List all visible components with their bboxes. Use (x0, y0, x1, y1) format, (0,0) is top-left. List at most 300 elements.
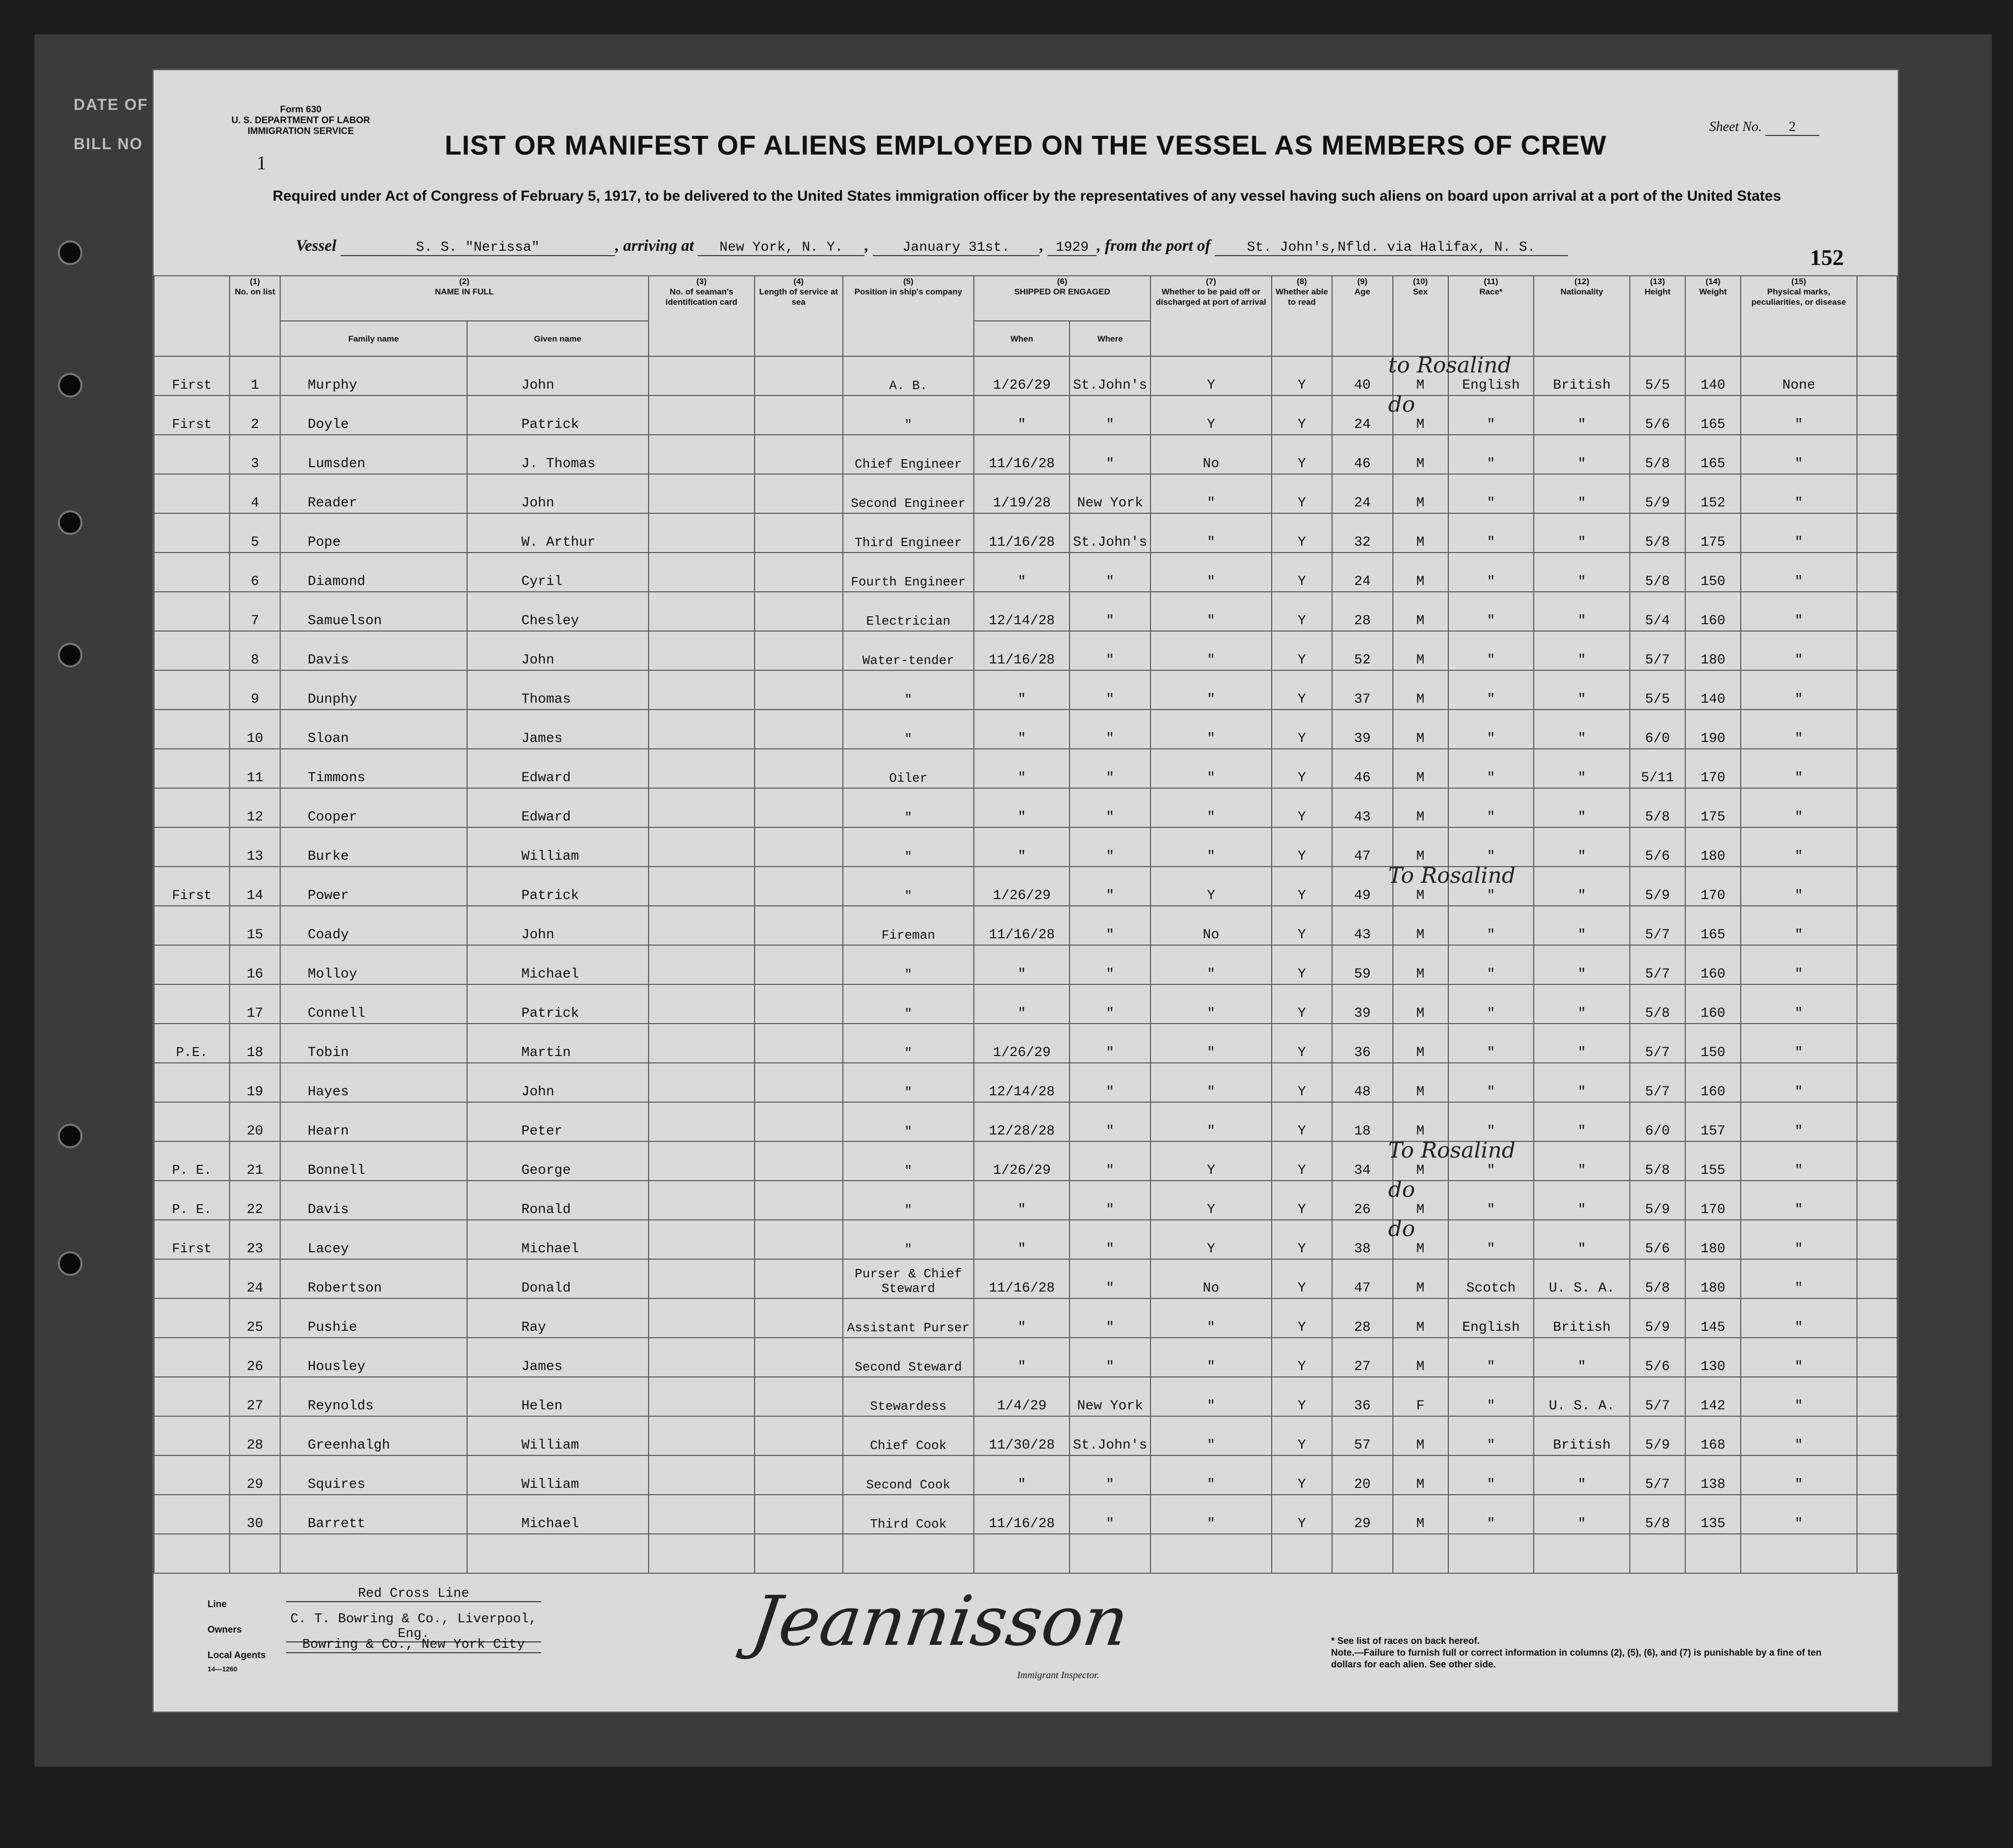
paid-off: " (1150, 1455, 1272, 1495)
shipped-where: " (1070, 396, 1150, 435)
family-name: Molloy (280, 945, 467, 984)
nationality: " (1534, 1024, 1629, 1063)
height: 5/9 (1630, 1298, 1685, 1338)
service: IMMIGRATION SERVICE (247, 126, 354, 136)
table-row (154, 592, 1897, 631)
table-row (154, 1495, 1897, 1534)
weight: 135 (1685, 1495, 1741, 1534)
shipped-when: 1/26/29 (974, 356, 1070, 396)
spare-cell (1857, 1220, 1897, 1259)
sex: M (1393, 749, 1448, 788)
id-card-cell (649, 356, 755, 396)
blank-cell (1272, 1534, 1332, 1573)
given-name: Michael (467, 1495, 649, 1534)
given-name: W. Arthur (467, 513, 649, 553)
shipped-where: " (1070, 1298, 1150, 1338)
row-number: 10 (230, 710, 280, 749)
paid-off: Y (1150, 356, 1272, 396)
race: " (1448, 1181, 1534, 1220)
row-number: 30 (230, 1495, 280, 1534)
sex: M (1393, 513, 1448, 553)
length-service-cell (755, 788, 843, 827)
length-service-cell (755, 631, 843, 670)
spare-cell (1857, 945, 1897, 984)
class-cell: P. E. (154, 1141, 230, 1181)
able-to-read: Y (1272, 513, 1332, 553)
given-name: George (467, 1141, 649, 1181)
physical-marks: " (1741, 1259, 1857, 1298)
age: 26 (1332, 1181, 1392, 1220)
shipped-when: 12/14/28 (974, 592, 1070, 631)
shipped-where: " (1070, 710, 1150, 749)
arrival-date: January 31st. (873, 240, 1040, 256)
shipped-where: " (1070, 592, 1150, 631)
spare-cell (1857, 1377, 1897, 1416)
row-number: 27 (230, 1377, 280, 1416)
nationality: " (1534, 592, 1629, 631)
form-code: 14—1260 (208, 1665, 237, 1673)
paid-off: Y (1150, 867, 1272, 906)
id-card-cell (649, 1377, 755, 1416)
row-number: 28 (230, 1416, 280, 1455)
shipped-when: " (974, 1338, 1070, 1377)
given-name: William (467, 827, 649, 867)
paid-off: Y (1150, 1181, 1272, 1220)
shipped-when: 1/19/28 (974, 474, 1070, 513)
weight: 180 (1685, 1220, 1741, 1259)
row-number: 7 (230, 592, 280, 631)
table-row (154, 1298, 1897, 1338)
row-number: 3 (230, 435, 280, 474)
id-card-cell (649, 749, 755, 788)
spare-cell (1857, 1338, 1897, 1377)
race: " (1448, 906, 1534, 945)
class-cell (154, 1495, 230, 1534)
shipped-where: " (1070, 670, 1150, 710)
spare-cell (1857, 788, 1897, 827)
given-name: Peter (467, 1102, 649, 1141)
class-column-header (154, 276, 230, 356)
length-service-cell (755, 867, 843, 906)
sex-header: (10) Sex (1393, 276, 1448, 356)
length-service-cell (755, 1220, 843, 1259)
age: 20 (1332, 1455, 1392, 1495)
weight: 140 (1685, 670, 1741, 710)
id-card-cell (649, 513, 755, 553)
paid-off: Y (1150, 1141, 1272, 1181)
weight: 180 (1685, 827, 1741, 867)
shipped-header: (6) SHIPPED OR ENGAGED (974, 276, 1150, 321)
height: 5/5 (1630, 670, 1685, 710)
class-cell: First (154, 1220, 230, 1259)
id-card-cell (649, 788, 755, 827)
paid-off: " (1150, 513, 1272, 553)
given-name: Ronald (467, 1181, 649, 1220)
able-to-read: Y (1272, 1181, 1332, 1220)
sex: M (1393, 984, 1448, 1024)
race: " (1448, 1495, 1534, 1534)
table-row (154, 356, 1897, 396)
table-row (154, 670, 1897, 710)
class-cell (154, 435, 230, 474)
id-card-header: (3) No. of seaman's identification card (649, 276, 755, 356)
shipped-when: 1/26/29 (974, 1141, 1070, 1181)
age: 52 (1332, 631, 1392, 670)
nationality: " (1534, 1141, 1629, 1181)
nationality: U. S. A. (1534, 1377, 1629, 1416)
paid-off: " (1150, 945, 1272, 984)
length-service-cell (755, 827, 843, 867)
id-card-cell (649, 945, 755, 984)
nationality: British (1534, 356, 1629, 396)
able-to-read: Y (1272, 827, 1332, 867)
length-service-cell (755, 984, 843, 1024)
shipped-where: " (1070, 984, 1150, 1024)
family-name: Greenhalgh (280, 1416, 467, 1455)
shipped-where: " (1070, 1259, 1150, 1298)
family-name: Pushie (280, 1298, 467, 1338)
class-cell: P.E. (154, 1024, 230, 1063)
shipped-when: " (974, 1298, 1070, 1338)
race: " (1448, 553, 1534, 592)
position: Second Steward (843, 1338, 974, 1377)
table-row (154, 553, 1897, 592)
weight: 150 (1685, 1024, 1741, 1063)
shipped-when: 1/26/29 (974, 867, 1070, 906)
sex: M (1393, 1298, 1448, 1338)
weight: 165 (1685, 435, 1741, 474)
given-name: William (467, 1455, 649, 1495)
given-name: John (467, 631, 649, 670)
spare-cell (1857, 435, 1897, 474)
id-card-cell (649, 1259, 755, 1298)
blank-cell (1857, 1534, 1897, 1573)
row-number: 25 (230, 1298, 280, 1338)
owners-value: C. T. Bowring & Co., Liverpool, Eng. (286, 1612, 541, 1642)
length-service-cell (755, 1259, 843, 1298)
height: 5/6 (1630, 827, 1685, 867)
length-service-cell (755, 1416, 843, 1455)
length-service-cell (755, 749, 843, 788)
race: " (1448, 945, 1534, 984)
row-number: 29 (230, 1455, 280, 1495)
table-row (154, 827, 1897, 867)
given-name: William (467, 1416, 649, 1455)
able-to-read: Y (1272, 1377, 1332, 1416)
line-label: Line (208, 1599, 227, 1610)
able-to-read: Y (1272, 749, 1332, 788)
height: 5/9 (1630, 867, 1685, 906)
position: Oiler (843, 749, 974, 788)
age: 28 (1332, 592, 1392, 631)
able-to-read: Y (1272, 906, 1332, 945)
shipped-when: " (974, 1220, 1070, 1259)
nationality: " (1534, 749, 1629, 788)
crew-rows (154, 353, 1897, 1573)
age: 46 (1332, 749, 1392, 788)
spare-cell (1857, 1455, 1897, 1495)
sex: M do (1393, 396, 1448, 435)
age: 27 (1332, 1338, 1392, 1377)
id-card-cell (649, 827, 755, 867)
able-to-read: Y (1272, 710, 1332, 749)
physical-marks: " (1741, 1102, 1857, 1141)
able-to-read: Y (1272, 1024, 1332, 1063)
id-card-cell (649, 1455, 755, 1495)
family-name: Connell (280, 984, 467, 1024)
position: " (843, 396, 974, 435)
physical-marks: " (1741, 396, 1857, 435)
sheet-label: Sheet No. (1709, 119, 1762, 134)
table-row (154, 474, 1897, 513)
family-name-header: Family name (280, 321, 467, 356)
family-name: Bonnell (280, 1141, 467, 1181)
agents-label: Local Agents (208, 1650, 266, 1661)
length-service-cell (755, 1141, 843, 1181)
length-service-cell (755, 396, 843, 435)
shipped-when: 11/16/28 (974, 435, 1070, 474)
height: 5/8 (1630, 1495, 1685, 1534)
race: English (1448, 356, 1534, 396)
spare-cell (1857, 592, 1897, 631)
shipped-where: St.John's (1070, 1416, 1150, 1455)
length-service-header: (4) Length of service at sea (755, 276, 843, 356)
given-name-header: Given name (467, 321, 649, 356)
length-service-cell (755, 474, 843, 513)
position: " (843, 788, 974, 827)
family-name: Hearn (280, 1102, 467, 1141)
race: Scotch (1448, 1259, 1534, 1298)
shipped-where: " (1070, 1102, 1150, 1141)
id-card-cell (649, 867, 755, 906)
paid-off: " (1150, 827, 1272, 867)
sex: M do (1393, 1220, 1448, 1259)
sheet-value: 2 (1765, 119, 1819, 136)
able-to-read: Y (1272, 945, 1332, 984)
weight: 160 (1685, 945, 1741, 984)
height: 5/4 (1630, 592, 1685, 631)
shipped-where: " (1070, 435, 1150, 474)
height: 6/0 (1630, 710, 1685, 749)
class-cell (154, 1298, 230, 1338)
able-to-read: Y (1272, 1416, 1332, 1455)
position: Fireman (843, 906, 974, 945)
row-number: 2 (230, 396, 280, 435)
sex: M (1393, 906, 1448, 945)
height: 5/7 (1630, 631, 1685, 670)
handwritten-note: To Rosalind (1388, 863, 1516, 888)
form-mark: 1 (257, 152, 266, 174)
shipped-when: 1/4/29 (974, 1377, 1070, 1416)
shipped-where: " (1070, 631, 1150, 670)
physical-marks: " (1741, 631, 1857, 670)
position: Third Cook (843, 1495, 974, 1534)
length-service-cell (755, 1063, 843, 1102)
spare-cell (1857, 553, 1897, 592)
physical-marks: " (1741, 1220, 1857, 1259)
family-name: Cooper (280, 788, 467, 827)
shipped-when: " (974, 396, 1070, 435)
given-name: Helen (467, 1377, 649, 1416)
where-header: Where (1070, 321, 1150, 356)
able-to-read: Y (1272, 356, 1332, 396)
length-service-cell (755, 1455, 843, 1495)
blank-cell (1685, 1534, 1741, 1573)
id-card-cell (649, 670, 755, 710)
class-cell (154, 474, 230, 513)
race: " (1448, 1220, 1534, 1259)
physical-marks: " (1741, 513, 1857, 553)
family-name: Tobin (280, 1024, 467, 1063)
race: " (1448, 1455, 1534, 1495)
position: " (843, 1102, 974, 1141)
weight: 168 (1685, 1416, 1741, 1455)
given-name: Patrick (467, 984, 649, 1024)
shipped-when: " (974, 553, 1070, 592)
weight: 170 (1685, 749, 1741, 788)
weight: 160 (1685, 984, 1741, 1024)
physical-marks: " (1741, 749, 1857, 788)
given-name: John (467, 474, 649, 513)
physical-marks: " (1741, 1416, 1857, 1455)
physical-marks: " (1741, 867, 1857, 906)
id-card-cell (649, 984, 755, 1024)
position: Third Engineer (843, 513, 974, 553)
position: Second Engineer (843, 474, 974, 513)
weight: 160 (1685, 1063, 1741, 1102)
position: " (843, 1141, 974, 1181)
physical-marks: " (1741, 1063, 1857, 1102)
given-name: Donald (467, 1259, 649, 1298)
shipped-when: " (974, 710, 1070, 749)
owners-label: Owners (208, 1625, 242, 1635)
length-service-cell (755, 710, 843, 749)
given-name: J. Thomas (467, 435, 649, 474)
manifest-page (152, 69, 1899, 1713)
class-cell (154, 1259, 230, 1298)
race: " (1448, 984, 1534, 1024)
position: " (843, 1024, 974, 1063)
height: 5/7 (1630, 906, 1685, 945)
handwritten-note: do (1388, 1216, 1415, 1241)
table-row (154, 984, 1897, 1024)
family-name: Sloan (280, 710, 467, 749)
age: 36 (1332, 1377, 1392, 1416)
row-number: 17 (230, 984, 280, 1024)
position: " (843, 867, 974, 906)
edge-label-date: DATE OF (74, 96, 149, 113)
spare-cell (1857, 396, 1897, 435)
binder-hole-icon (58, 1251, 82, 1276)
id-card-cell (649, 1495, 755, 1534)
paid-off: " (1150, 1495, 1272, 1534)
race: " (1448, 1338, 1534, 1377)
able-to-read: Y (1272, 396, 1332, 435)
position: " (843, 984, 974, 1024)
height: 5/11 (1630, 749, 1685, 788)
paid-off: No (1150, 906, 1272, 945)
paid-off: Y (1150, 1220, 1272, 1259)
from-label: , from the port of (1097, 237, 1211, 255)
table-row (154, 945, 1897, 984)
nationality: British (1534, 1298, 1629, 1338)
nationality: " (1534, 396, 1629, 435)
paid-off: " (1150, 474, 1272, 513)
nationality: " (1534, 1338, 1629, 1377)
sex: M do (1393, 1181, 1448, 1220)
class-cell (154, 670, 230, 710)
height: 5/8 (1630, 553, 1685, 592)
spare-cell (1857, 670, 1897, 710)
race: " (1448, 435, 1534, 474)
spare-cell (1857, 356, 1897, 396)
age: 28 (1332, 1298, 1392, 1338)
paid-off: No (1150, 1259, 1272, 1298)
able-to-read: Y (1272, 1102, 1332, 1141)
weight: 190 (1685, 710, 1741, 749)
shipped-where: New York (1070, 1377, 1150, 1416)
spare-cell (1857, 474, 1897, 513)
given-name: James (467, 710, 649, 749)
blank-cell (1393, 1534, 1448, 1573)
physical-marks: " (1741, 1024, 1857, 1063)
shipped-where: " (1070, 1063, 1150, 1102)
class-cell (154, 710, 230, 749)
nationality: " (1534, 867, 1629, 906)
paid-off: Y (1150, 396, 1272, 435)
blank-cell (974, 1534, 1070, 1573)
race-header: (11) Race* (1448, 276, 1534, 356)
table-row (154, 1181, 1897, 1220)
position: A. B. (843, 356, 974, 396)
paid-off: " (1150, 1377, 1272, 1416)
family-name: Lumsden (280, 435, 467, 474)
spare-cell (1857, 1141, 1897, 1181)
shipped-when: 1/26/29 (974, 1024, 1070, 1063)
paid-off: " (1150, 1338, 1272, 1377)
physical-marks: " (1741, 670, 1857, 710)
sex: M (1393, 1455, 1448, 1495)
class-cell (154, 513, 230, 553)
given-name: John (467, 906, 649, 945)
shipped-when: 12/28/28 (974, 1102, 1070, 1141)
family-name: Reader (280, 474, 467, 513)
able-to-read: Y (1272, 670, 1332, 710)
given-name: James (467, 1338, 649, 1377)
blank-cell (1448, 1534, 1534, 1573)
id-card-cell (649, 1024, 755, 1063)
weight: 165 (1685, 396, 1741, 435)
spare-cell (1857, 1416, 1897, 1455)
spare-cell (1857, 1063, 1897, 1102)
id-card-cell (649, 553, 755, 592)
able-to-read: Y (1272, 631, 1332, 670)
weight: 175 (1685, 788, 1741, 827)
paid-off: " (1150, 553, 1272, 592)
class-cell: First (154, 356, 230, 396)
family-name: Barrett (280, 1495, 467, 1534)
binder-hole-icon (58, 510, 82, 535)
race: " (1448, 592, 1534, 631)
height: 5/9 (1630, 1181, 1685, 1220)
nationality: " (1534, 1495, 1629, 1534)
spare-cell (1857, 867, 1897, 906)
shipped-where: " (1070, 788, 1150, 827)
position: " (843, 1220, 974, 1259)
department: U. S. DEPARTMENT OF LABOR (231, 115, 370, 126)
class-cell (154, 553, 230, 592)
sex: M (1393, 827, 1448, 867)
